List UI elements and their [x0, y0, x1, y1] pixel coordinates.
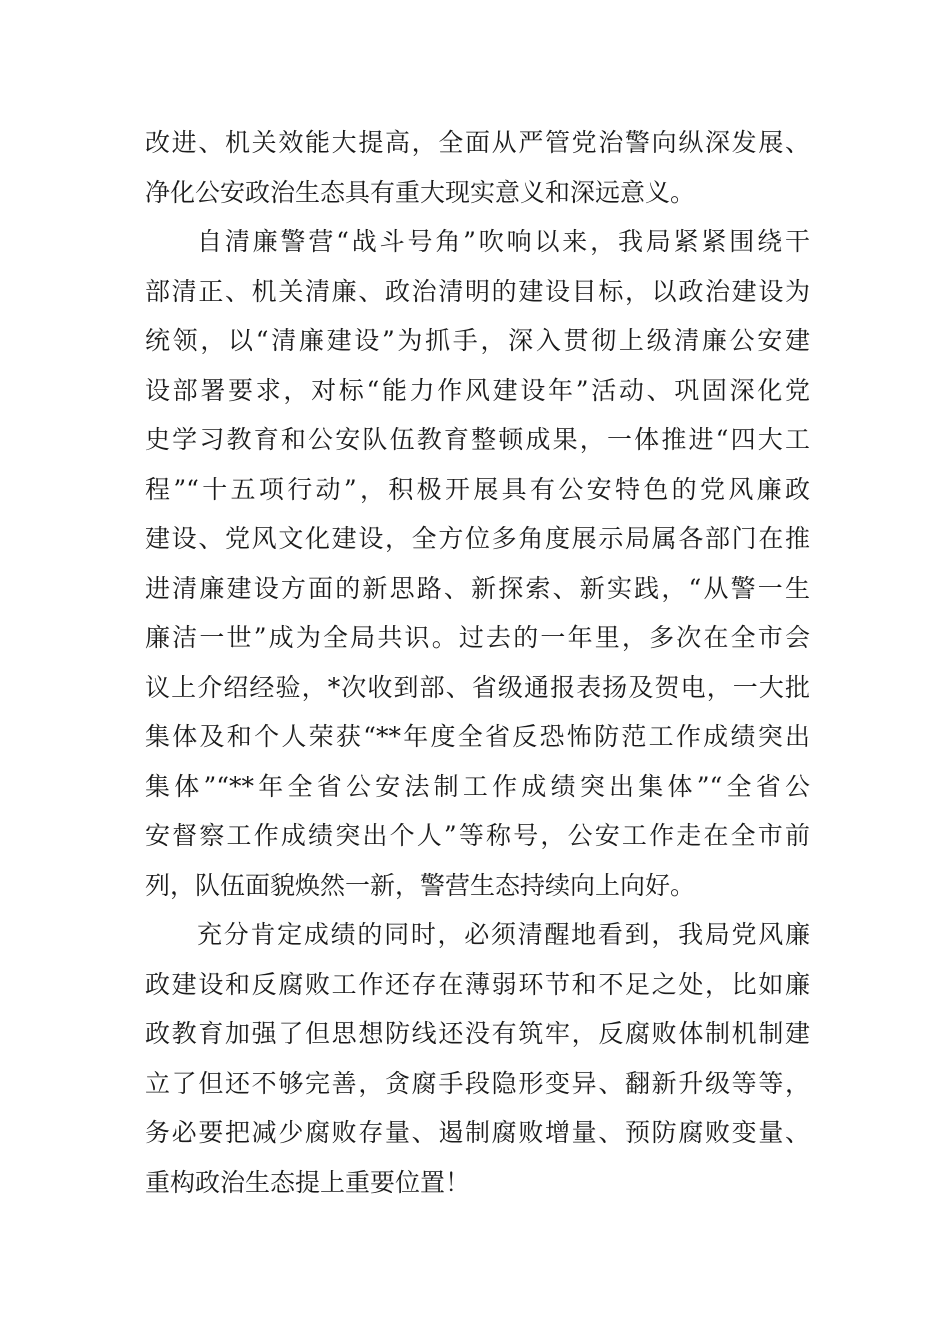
text-line: 改进、机关效能大提高，全面从严管党治警向纵深发展、: [145, 128, 810, 157]
text-line: 进清廉建设方面的新思路、新探索、新实践，“从警一生: [145, 573, 810, 603]
text-line: 列，队伍面貌焕然一新，警营生态持续向上向好。: [145, 870, 696, 900]
text-line: 自清廉警营“战斗号角”吹响以来，我局紧紧围绕干: [197, 227, 810, 256]
text-line: 充分肯定成绩的同时，必须清醒地看到，我局党风廉: [197, 920, 810, 949]
text-line: 统领，以“清廉建设”为抓手，深入贯彻上级清廉公安建: [145, 326, 810, 355]
text-line: 部清正、机关清廉、政治清明的建设目标，以政治建设为: [145, 276, 810, 306]
text-line: 议上介绍经验，*次收到部、省级通报表扬及贺电，一大批: [145, 672, 810, 702]
text-line: 建设、党风文化建设，全方位多角度展示局属各部门在推: [145, 524, 810, 553]
paragraph-3: [145, 910, 810, 1207]
text-line: 程”“十五项行动”，积极开展具有公安特色的党风廉政: [145, 474, 810, 504]
document-body: [145, 118, 810, 1207]
text-line: 集体”“**年全省公安法制工作成绩突出集体”“全省公: [145, 771, 810, 801]
paragraph-1: [145, 118, 810, 217]
text-line: 集体及和个人荣获“**年度全省反恐怖防范工作成绩突出: [145, 722, 810, 751]
text-line: 廉洁一世”成为全局共识。过去的一年里，多次在全市会: [145, 623, 810, 652]
text-line: 务必要把减少腐败存量、遏制腐败增量、预防腐败变量、: [145, 1118, 810, 1147]
text-line: 政教育加强了但思想防线还没有筑牢，反腐败体制机制建: [145, 1019, 810, 1048]
text-line: 净化公安政治生态具有重大现实意义和深远意义。: [145, 177, 696, 207]
text-line: 史学习教育和公安队伍教育整顿成果，一体推进“四大工: [145, 425, 810, 454]
text-line: 设部署要求，对标“能力作风建设年”活动、巩固深化党: [145, 375, 810, 405]
paragraph-2: [145, 217, 810, 910]
text-line: 安督察工作成绩突出个人”等称号，公安工作走在全市前: [145, 821, 810, 850]
text-line: 立了但还不够完善，贪腐手段隐形变异、翻新升级等等，: [145, 1068, 810, 1098]
text-line: 重构政治生态提上重要位置！: [145, 1167, 471, 1197]
text-line: 政建设和反腐败工作还存在薄弱环节和不足之处，比如廉: [145, 969, 810, 999]
